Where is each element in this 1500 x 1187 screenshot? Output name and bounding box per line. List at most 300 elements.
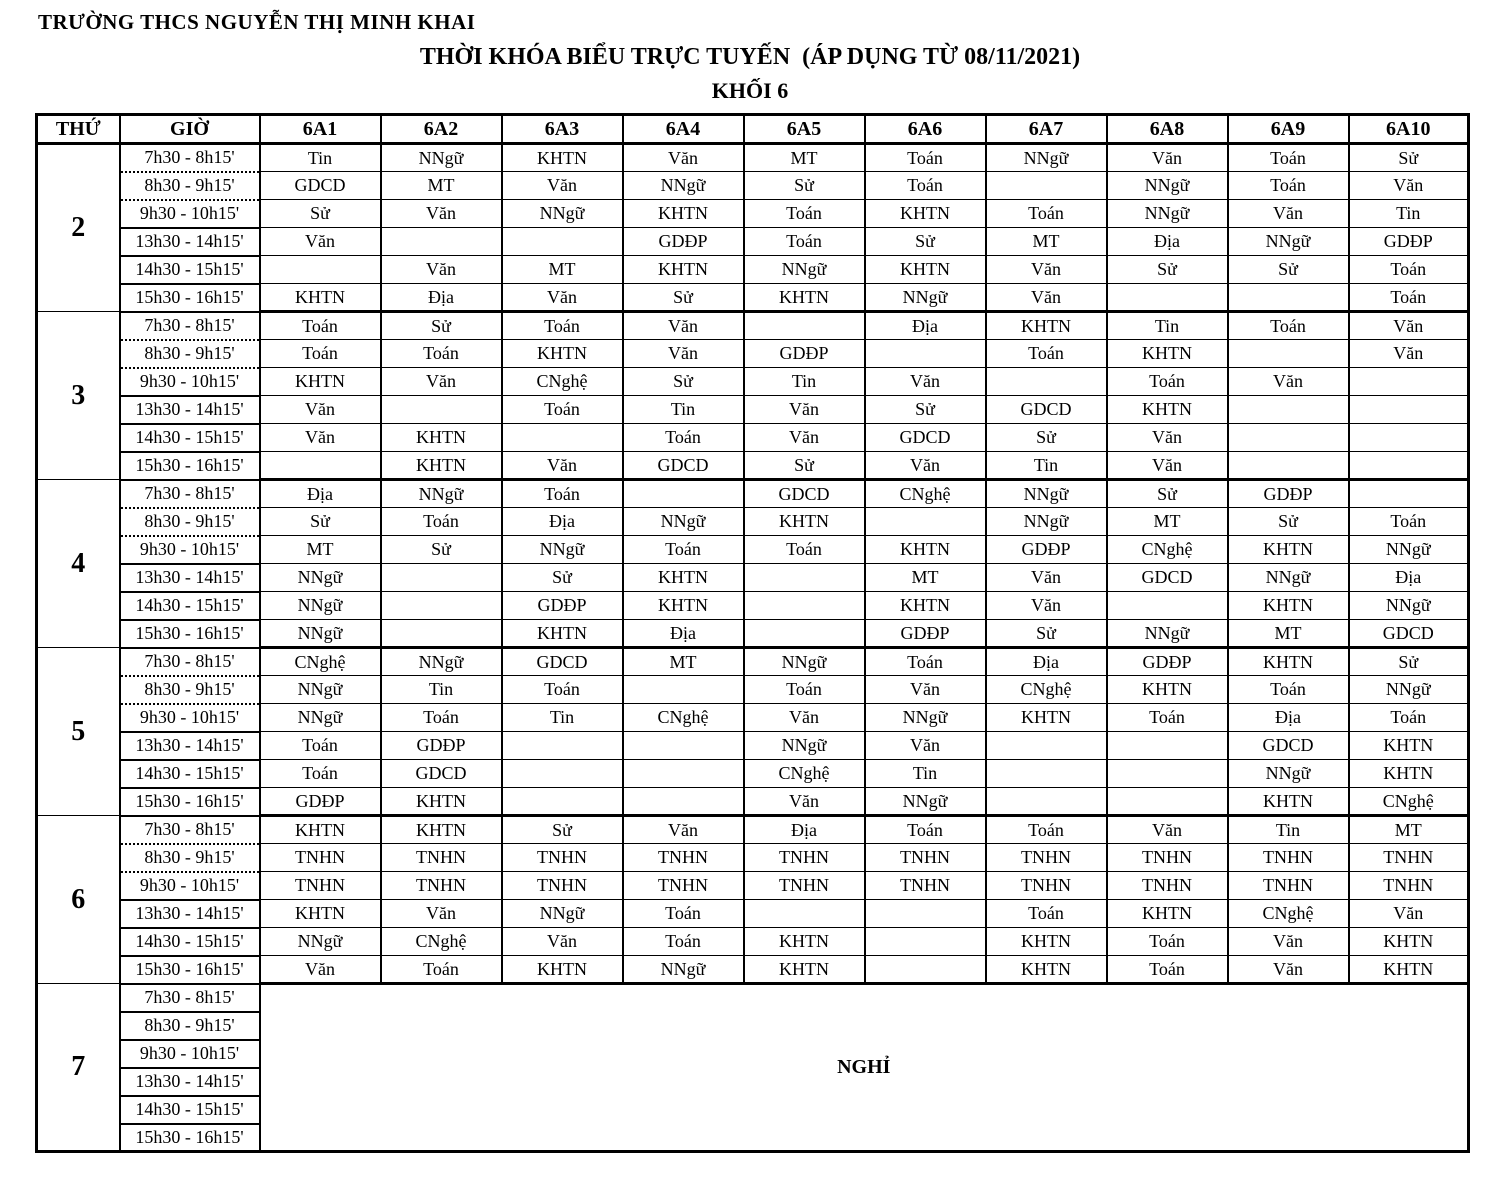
school-name: TRƯỜNG THCS NGUYỄN THỊ MINH KHAI [38,10,476,34]
time-cell: 15h30 - 16h15' [120,452,260,480]
empty-cell [986,732,1107,760]
subject-cell: Văn [1107,452,1228,480]
subject-cell: Toán [381,340,502,368]
subject-cell: NNgữ [986,480,1107,508]
subject-cell: KHTN [381,788,502,816]
subject-cell: NNgữ [1107,200,1228,228]
timetable-row [37,788,1469,816]
subject-cell: Địa [1349,564,1469,592]
subject-cell: Toán [502,312,623,340]
subject-cell: Văn [1107,144,1228,172]
subject-cell: NNgữ [623,508,744,536]
timetable-row [37,200,1469,228]
class-header-6A2: 6A2 [381,115,502,144]
subject-cell: KHTN [623,200,744,228]
subject-cell: NNgữ [381,648,502,676]
subject-cell: NNgữ [260,928,381,956]
subject-cell: Văn [260,956,381,984]
subject-cell: NNgữ [260,620,381,648]
subject-cell: Toán [381,508,502,536]
subject-cell: NNgữ [744,256,865,284]
empty-cell [1107,760,1228,788]
empty-cell [1107,284,1228,312]
subject-cell: Văn [1349,340,1469,368]
subject-cell: GDĐP [1349,228,1469,256]
subject-cell: MT [865,564,986,592]
subject-cell: GDCD [1107,564,1228,592]
timetable-body [37,144,1469,1152]
subject-cell: Toán [260,732,381,760]
subject-cell: NNgữ [986,508,1107,536]
subject-cell: TNHN [1228,844,1349,872]
day-cell-4: 4 [37,480,120,648]
subject-cell: Văn [502,928,623,956]
empty-cell [1349,452,1469,480]
subject-cell: NNgữ [623,956,744,984]
timetable-row [37,480,1469,508]
subject-cell: KHTN [502,620,623,648]
subject-cell: NNgữ [744,648,865,676]
subject-cell: Toán [1349,508,1469,536]
subject-cell: Toán [1228,312,1349,340]
timetable-row [37,760,1469,788]
subject-cell: Toán [1349,256,1469,284]
timetable-row [37,144,1469,172]
empty-cell [1107,788,1228,816]
subject-cell: Văn [744,704,865,732]
subject-cell: Văn [986,564,1107,592]
subject-cell: Tin [986,452,1107,480]
subject-cell: KHTN [865,536,986,564]
subject-cell: Toán [1107,368,1228,396]
empty-cell [865,956,986,984]
timetable-row [37,340,1469,368]
class-header-6A9: 6A9 [1228,115,1349,144]
subject-cell: Sử [502,816,623,844]
subject-cell: TNHN [260,844,381,872]
time-cell: 15h30 - 16h15' [120,1124,260,1152]
subject-cell: KHTN [502,144,623,172]
subject-cell: Văn [260,228,381,256]
timetable-row [37,536,1469,564]
subject-cell: NNgữ [260,592,381,620]
subject-cell: Sử [1228,508,1349,536]
subject-cell: Toán [1349,284,1469,312]
subject-cell: GDĐP [260,788,381,816]
time-cell: 14h30 - 15h15' [120,1096,260,1124]
subject-cell: Toán [744,228,865,256]
subject-cell: GDĐP [381,732,502,760]
time-cell: 9h30 - 10h15' [120,536,260,564]
subject-cell: Toán [381,956,502,984]
subject-cell: CNghệ [381,928,502,956]
subject-cell: Văn [865,452,986,480]
subject-cell: NNgữ [502,900,623,928]
subject-cell: Sử [1228,256,1349,284]
subject-cell: KHTN [260,816,381,844]
time-cell: 7h30 - 8h15' [120,312,260,340]
class-header-6A5: 6A5 [744,115,865,144]
empty-cell [1228,340,1349,368]
subject-cell: TNHN [381,844,502,872]
subject-cell: Văn [623,340,744,368]
subject-cell: Tin [381,676,502,704]
time-cell: 8h30 - 9h15' [120,676,260,704]
empty-cell [381,228,502,256]
subject-cell: Toán [502,396,623,424]
subject-cell: Toán [381,704,502,732]
subject-cell: Địa [623,620,744,648]
subject-cell: GDCD [744,480,865,508]
timetable-row [37,284,1469,312]
subject-cell: Tin [865,760,986,788]
subject-cell: TNHN [1349,872,1469,900]
subject-cell: KHTN [502,956,623,984]
time-cell: 8h30 - 9h15' [120,1012,260,1040]
empty-cell [986,760,1107,788]
subject-cell: KHTN [865,256,986,284]
subject-cell: MT [260,536,381,564]
subject-cell: KHTN [744,284,865,312]
subject-cell: Tin [623,396,744,424]
subject-cell: NNgữ [381,144,502,172]
subject-cell: CNghệ [1228,900,1349,928]
subject-cell: Văn [1349,312,1469,340]
subject-cell: Văn [623,816,744,844]
subject-cell: MT [381,172,502,200]
subject-cell: CNghệ [986,676,1107,704]
empty-cell [381,564,502,592]
empty-cell [381,620,502,648]
subject-cell: NNgữ [623,172,744,200]
subject-cell: Địa [381,284,502,312]
day-cell-6: 6 [37,816,120,984]
subject-cell: TNHN [1349,844,1469,872]
timetable-row [37,312,1469,340]
subject-cell: GDCD [260,172,381,200]
time-cell: 13h30 - 14h15' [120,228,260,256]
subject-cell: TNHN [986,844,1107,872]
subject-cell: KHTN [865,200,986,228]
subject-cell: KHTN [1107,396,1228,424]
empty-cell [986,368,1107,396]
class-header-6A4: 6A4 [623,115,744,144]
subject-cell: Toán [502,676,623,704]
subject-cell: Toán [986,340,1107,368]
subject-cell: Toán [1228,172,1349,200]
class-header-6A6: 6A6 [865,115,986,144]
empty-cell [502,732,623,760]
empty-cell [986,172,1107,200]
subject-cell: MT [502,256,623,284]
subject-cell: Văn [260,424,381,452]
subject-cell: Văn [986,256,1107,284]
subject-cell: Tin [1107,312,1228,340]
time-cell: 15h30 - 16h15' [120,956,260,984]
empty-cell [502,228,623,256]
timetable-row [37,172,1469,200]
subject-cell: Toán [986,816,1107,844]
subject-cell: KHTN [1107,900,1228,928]
subject-cell: Địa [1228,704,1349,732]
subject-cell: KHTN [986,704,1107,732]
empty-cell [502,760,623,788]
empty-cell [744,564,865,592]
grade-subtitle: KHỐI 6 [711,78,789,103]
subject-cell: KHTN [1349,928,1469,956]
subject-cell: KHTN [1228,648,1349,676]
timetable-row [37,592,1469,620]
empty-cell [1228,284,1349,312]
subject-cell: Văn [381,256,502,284]
subject-cell: MT [1107,508,1228,536]
timetable-row [37,956,1469,984]
subject-cell: NNgữ [502,536,623,564]
subject-cell: MT [623,648,744,676]
subject-cell: NNgữ [1228,228,1349,256]
subject-cell: Toán [986,200,1107,228]
subject-cell: KHTN [986,956,1107,984]
subject-cell: Toán [865,144,986,172]
subject-cell: Văn [986,592,1107,620]
subject-cell: TNHN [1228,872,1349,900]
time-cell: 7h30 - 8h15' [120,144,260,172]
subject-cell: Sử [986,424,1107,452]
subject-cell: GDĐP [502,592,623,620]
subject-cell: NNgữ [1349,676,1469,704]
subject-cell: Toán [744,536,865,564]
empty-cell [1107,592,1228,620]
class-header-6A3: 6A3 [502,115,623,144]
subject-cell: TNHN [1107,872,1228,900]
subject-cell: KHTN [381,424,502,452]
subject-cell: KHTN [1107,676,1228,704]
empty-cell [381,396,502,424]
subject-cell: TNHN [623,844,744,872]
time-column-header: GIỜ [120,115,260,144]
subject-cell: Toán [260,312,381,340]
subject-cell: MT [1349,816,1469,844]
timetable-row [37,424,1469,452]
empty-cell [1228,424,1349,452]
subject-cell: NNgữ [744,732,865,760]
empty-cell [865,928,986,956]
empty-cell [986,788,1107,816]
empty-cell [623,676,744,704]
subject-cell: TNHN [502,872,623,900]
timetable-row [37,984,1469,1012]
subject-cell: GDĐP [1107,648,1228,676]
subject-cell: Sử [260,508,381,536]
timetable-row [37,508,1469,536]
subject-cell: KHTN [502,340,623,368]
subject-cell: Văn [744,396,865,424]
empty-cell [865,340,986,368]
subject-cell: NNgữ [260,704,381,732]
subject-cell: CNghệ [1107,536,1228,564]
empty-cell [744,900,865,928]
empty-cell [260,256,381,284]
time-cell: 7h30 - 8h15' [120,984,260,1012]
timetable [35,113,1470,1153]
subject-cell: KHTN [381,452,502,480]
subject-cell: NNgữ [1107,172,1228,200]
subject-cell: TNHN [623,872,744,900]
subject-cell: Toán [623,928,744,956]
time-cell: 9h30 - 10h15' [120,200,260,228]
timetable-row [37,704,1469,732]
subject-cell: NNgữ [1349,592,1469,620]
subject-cell: Địa [986,648,1107,676]
subject-cell: GDĐP [1228,480,1349,508]
subject-cell: NNgữ [865,704,986,732]
subject-cell: Sử [744,452,865,480]
empty-cell [1349,396,1469,424]
time-cell: 7h30 - 8h15' [120,816,260,844]
subject-cell: NNgữ [260,676,381,704]
subject-cell: Văn [865,732,986,760]
subject-cell: NNgữ [1228,564,1349,592]
subject-cell: NNgữ [1107,620,1228,648]
day-cell-3: 3 [37,312,120,480]
subject-cell: KHTN [986,928,1107,956]
subject-cell: Sử [865,228,986,256]
subject-cell: Tin [260,144,381,172]
subject-cell: Văn [986,284,1107,312]
empty-cell [865,508,986,536]
time-cell: 8h30 - 9h15' [120,844,260,872]
subject-cell: CNghệ [623,704,744,732]
subject-cell: Địa [1107,228,1228,256]
subject-cell: Sử [260,200,381,228]
subject-cell: Văn [502,452,623,480]
subject-cell: Toán [865,816,986,844]
timetable-row [37,564,1469,592]
timetable-row [37,368,1469,396]
subject-cell: KHTN [986,312,1107,340]
subject-cell: Văn [1228,368,1349,396]
subject-cell: Tin [1228,816,1349,844]
subject-cell: Toán [865,648,986,676]
subject-cell: CNghệ [502,368,623,396]
subject-cell: GDĐP [986,536,1107,564]
subject-cell: KHTN [623,256,744,284]
subject-cell: NNgữ [865,788,986,816]
subject-cell: Toán [986,900,1107,928]
subject-cell: TNHN [744,872,865,900]
subject-cell: KHTN [744,928,865,956]
subject-cell: KHTN [1228,788,1349,816]
subject-cell: Văn [1228,200,1349,228]
timetable-row [37,844,1469,872]
time-cell: 14h30 - 15h15' [120,256,260,284]
subject-cell: Văn [744,788,865,816]
subject-cell: Sử [623,284,744,312]
empty-cell [623,760,744,788]
subject-cell: CNghệ [865,480,986,508]
subject-cell: Toán [623,424,744,452]
subject-cell: KHTN [260,368,381,396]
header-row [37,115,1469,144]
day-cell-5: 5 [37,648,120,816]
subject-cell: TNHN [986,872,1107,900]
time-cell: 13h30 - 14h15' [120,1068,260,1096]
time-cell: 13h30 - 14h15' [120,564,260,592]
subject-cell: KHTN [623,564,744,592]
subject-cell: GDĐP [865,620,986,648]
subject-cell: TNHN [1107,844,1228,872]
empty-cell [744,592,865,620]
subject-cell: GDCD [502,648,623,676]
subject-cell: Sử [1107,256,1228,284]
subject-cell: GDCD [1228,732,1349,760]
subject-cell: KHTN [1349,760,1469,788]
empty-cell [744,312,865,340]
time-cell: 14h30 - 15h15' [120,760,260,788]
subject-cell: GDCD [1349,620,1469,648]
empty-cell [260,452,381,480]
empty-cell [623,732,744,760]
subject-cell: Toán [1349,704,1469,732]
subject-cell: Toán [1107,704,1228,732]
subject-cell: Văn [865,676,986,704]
time-cell: 13h30 - 14h15' [120,396,260,424]
subject-cell: KHTN [1228,592,1349,620]
subject-cell: Tin [744,368,865,396]
subject-cell: Văn [260,396,381,424]
subject-cell: Sử [986,620,1107,648]
time-cell: 8h30 - 9h15' [120,508,260,536]
timetable-row [37,900,1469,928]
subject-cell: CNghệ [744,760,865,788]
empty-cell [1349,424,1469,452]
subject-cell: Sử [502,564,623,592]
empty-cell [1349,480,1469,508]
subject-cell: Toán [623,900,744,928]
subject-cell: Văn [381,200,502,228]
subject-cell: Văn [623,144,744,172]
time-cell: 15h30 - 16h15' [120,620,260,648]
timetable-row [37,676,1469,704]
subject-cell: Văn [502,172,623,200]
subject-cell: Tin [502,704,623,732]
empty-cell [1349,368,1469,396]
subject-cell: Địa [744,816,865,844]
subject-cell: KHTN [1228,536,1349,564]
subject-cell: Sử [381,536,502,564]
class-header-6A1: 6A1 [260,115,381,144]
subject-cell: GDCD [986,396,1107,424]
subject-cell: Địa [865,312,986,340]
subject-cell: NNgữ [260,564,381,592]
subject-cell: Văn [1349,900,1469,928]
subject-cell: Toán [260,340,381,368]
subject-cell: GDCD [623,452,744,480]
empty-cell [1228,396,1349,424]
subject-cell: TNHN [744,844,865,872]
timetable-row [37,872,1469,900]
subject-cell: Sử [623,368,744,396]
subject-cell: Văn [1107,424,1228,452]
subject-cell: KHTN [260,284,381,312]
subject-cell: Toán [1228,676,1349,704]
subject-cell: MT [744,144,865,172]
subject-cell: Sử [1349,144,1469,172]
subject-cell: KHTN [865,592,986,620]
subject-cell: Văn [623,312,744,340]
time-cell: 15h30 - 16h15' [120,788,260,816]
subject-cell: Sử [744,172,865,200]
